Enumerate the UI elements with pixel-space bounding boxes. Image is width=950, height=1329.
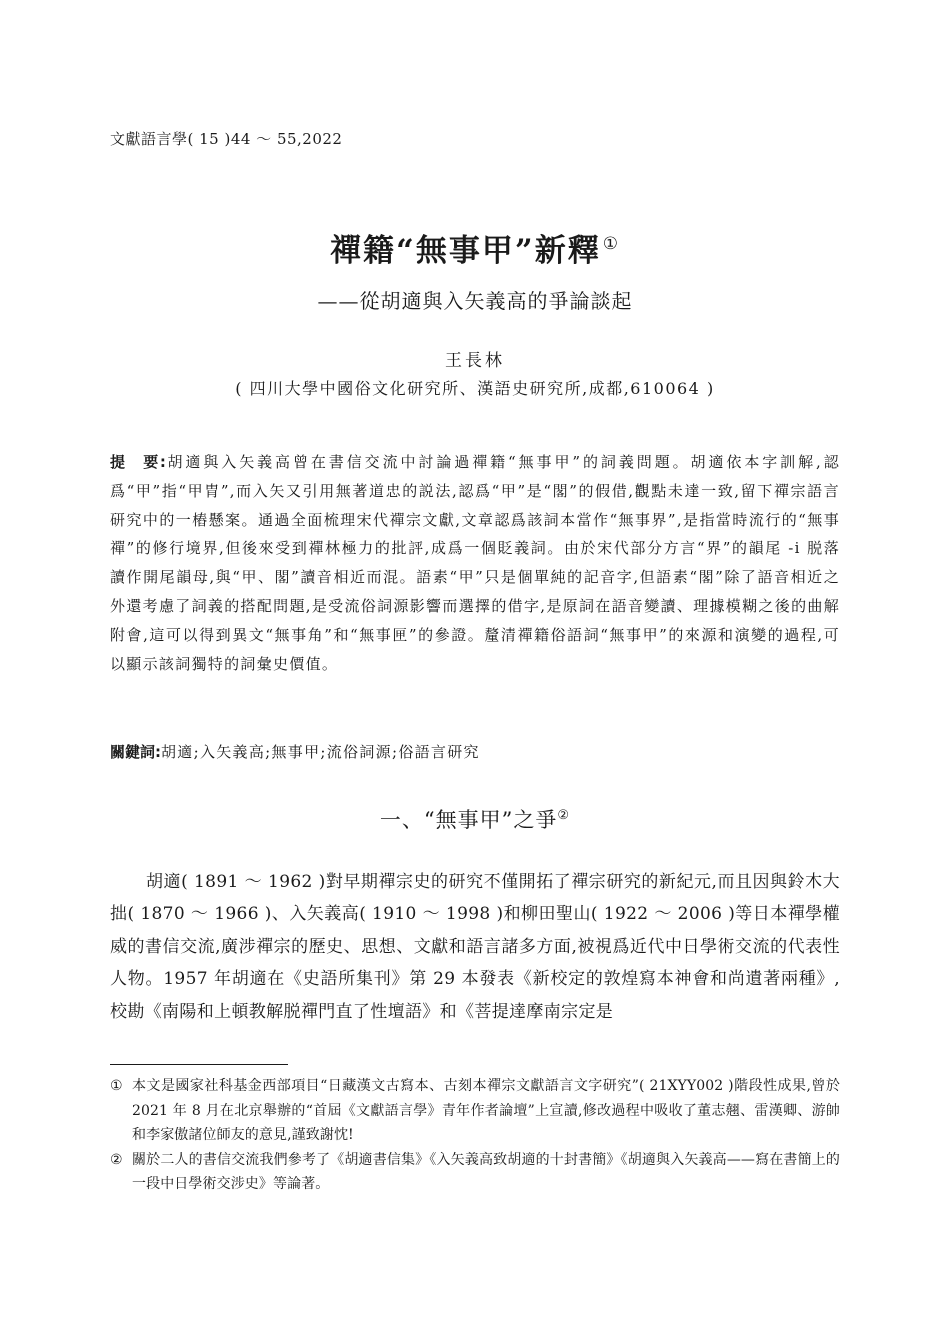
abstract-label: 提 要:: [110, 453, 166, 471]
footnotes: [110, 1074, 840, 1197]
title-block: [0, 222, 950, 315]
article-title-text: 禪籍“無事甲”新釋: [330, 233, 601, 269]
author-affiliation: ( 四川大學中國俗文化研究所、漢語史研究所,成都,610064 ): [235, 379, 715, 398]
keywords: [110, 738, 840, 766]
footnote-2-text: 關於二人的書信交流我們參考了《胡適書信集》《入矢義高致胡適的十封書簡》《胡適與入矢義高——寫在書簡上的一段中日學術交涉史》等論著。: [132, 1151, 840, 1192]
footnote-divider: [110, 1064, 288, 1065]
footnote-2: [110, 1148, 840, 1197]
abstract: [110, 448, 840, 678]
author-name: 王長林: [445, 351, 505, 371]
article-title: [0, 222, 950, 273]
keywords-label: 關鍵詞:: [110, 743, 161, 761]
footnote-1-mark: ①: [110, 1078, 123, 1094]
body-paragraph: 胡適( 1891 ～ 1962 )對早期禪宗史的研究不僅開拓了禪宗研究的新紀元,而且因與鈴木大拙( 1870 ～ 1966 )、入矢義高( 1910 ～ 1998 )和柳田聖山( 1922 ～ 2006 )等日本禪學權威的書信交流,廣涉禪宗的歷史、思想、文獻和語言諸多方面,被視爲近代中日學術交流的代表性人物。1957 年胡適在《史語所集刊》第 29 本發表《新校定的敦煌寫本神會和尚遺著兩種》,校勘《南陽和上頓教解脱禪門直了性壇語》和《菩提達摩南宗定是: [110, 872, 840, 1022]
keywords-text: 胡適;入矢義高;無事甲;流俗詞源;俗語言研究: [161, 743, 480, 761]
footnote-2-mark: ②: [110, 1151, 123, 1168]
section-heading-text: 一、“無事甲”之爭: [379, 808, 558, 832]
title-footnote-ref[interactable]: ①: [602, 234, 620, 254]
section-heading: [0, 804, 950, 834]
footnote-1-text: 本文是國家社科基金西部項目“日藏漢文古寫本、古刻本禪宗文獻語言文字研究”( 21XYY002 )階段性成果,曾於 2021 年 8 月在北京舉辦的“首屆《文獻語言學》青年作者論壇”上宣讀,修改過程中吸收了董志翹、雷漢卿、游帥和李家傲諸位師友的意見,謹致謝忱!: [132, 1078, 840, 1143]
section-footnote-ref[interactable]: ②: [557, 808, 571, 823]
article-subtitle: ——從胡適與入矢義高的爭論談起: [317, 289, 633, 313]
journal-citation: 文獻語言學( 15 )44 ～ 55,2022: [110, 130, 343, 148]
footnote-1: [110, 1074, 840, 1148]
abstract-text: 胡適與入矢義高曾在書信交流中討論過禪籍“無事甲”的詞義問題。胡適依本字訓解,認爲“甲”指“甲胄”,而入矢又引用無著道忠的説法,認爲“甲”是“閣”的假借,觀點未達一致,留下禪宗語言研究中的一樁懸案。通過全面梳理宋代禪宗文獻,文章認爲該詞本當作“無事界”,是指當時流行的“無事禪”的修行境界,但後來受到禪林極力的批評,成爲一個貶義詞。由於宋代部分方言“界”的韻尾 -i 脱落讀作開尾韻母,與“甲、閣”讀音相近而混。語素“甲”只是個單純的記音字,但語素“閣”除了語音相近之外還考慮了詞義的搭配問題,是受流俗詞源影響而選擇的借字,是原詞在語音變讀、理據模糊之後的曲解附會,這可以得到異文“無事角”和“無事匣”的參證。釐清禪籍俗語詞“無事甲”的來源和演變的過程,可以顯示該詞獨特的詞彙史價值。: [110, 453, 841, 673]
